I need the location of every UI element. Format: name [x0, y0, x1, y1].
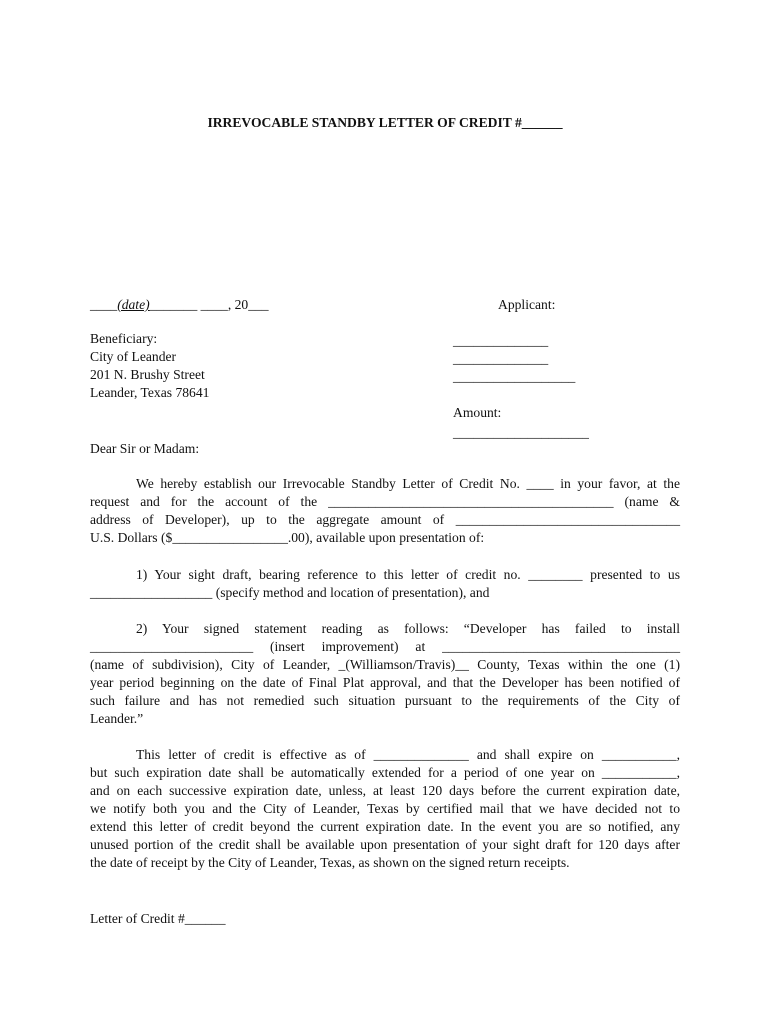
paragraph-line: U.S. Dollars ($_________________.00), available upon presentation of: [90, 530, 485, 545]
paragraph-line: address of Developer), up to the aggregate amount of _________________________________ [90, 512, 680, 527]
paragraph-sight-draft [90, 566, 680, 602]
beneficiary-line: 201 N. Brushy Street [90, 367, 205, 382]
paragraph-line: This letter of credit is effective as of ______________ and shall expire on ___________, [136, 747, 680, 762]
applicant-blank: __________________ [453, 369, 576, 384]
paragraph-line: Leander.” [90, 711, 144, 726]
paragraph-line: such failure and has not remedied such situation pursuant to the requirements of the City of [90, 693, 680, 708]
applicant-blank: ______________ [453, 333, 549, 348]
date-prefix: ____ [90, 297, 118, 312]
paragraph-line: request and for the account of the __________________________________________ (name & [90, 494, 680, 509]
paragraph-line: __________________ (specify method and location of presentation), and [90, 585, 490, 600]
amount-label: Amount: [453, 405, 502, 420]
paragraph-line: ________________________ (insert improvement) at ___________________________________ [90, 639, 680, 654]
beneficiary-line: City of Leander [90, 349, 177, 364]
beneficiary-line: Leander, Texas 78641 [90, 385, 210, 400]
document-title: IRREVOCABLE STANDBY LETTER OF CREDIT #______ [207, 115, 563, 130]
paragraph-line: extend this letter of credit beyond the current expiration date. In the event you are so notified, any [90, 819, 680, 834]
paragraph-line: but such expiration date shall be automatically extended for a period of one year on ___________, [90, 765, 680, 780]
applicant-label: Applicant: [498, 297, 556, 312]
amount-blank: ____________________ [453, 425, 589, 440]
date-line [90, 296, 269, 314]
paragraph-line: unused portion of the credit shall be available upon presentation of your sight draft for 120 days after [90, 837, 680, 852]
paragraph-line: 2) Your signed statement reading as follows: “Developer has failed to install [136, 621, 680, 636]
applicant-blanks [453, 332, 575, 386]
paragraph-establish [90, 475, 680, 547]
paragraph-line: and on each successive expiration date, unless, at least 120 days before the current expiration date, [90, 783, 680, 798]
beneficiary-label: Beneficiary: [90, 331, 158, 346]
paragraph-line: We hereby establish our Irrevocable Standby Letter of Credit No. ____ in your favor, at the [136, 476, 680, 491]
paragraph-signed-statement [90, 620, 680, 728]
paragraph-line: (name of subdivision), City of Leander, _(Williamson/Travis)__ County, Texas within the one (1) [90, 657, 680, 672]
applicant-blank: ______________ [453, 351, 549, 366]
paragraph-line: 1) Your sight draft, bearing reference to this letter of credit no. ________ presented to us [136, 567, 680, 582]
paragraph-line: year period beginning on the date of Final Plat approval, and that the Developer has been notified of [90, 675, 680, 690]
footer-letter-of-credit: Letter of Credit #______ [90, 911, 226, 926]
paragraph-effective [90, 746, 680, 872]
salutation: Dear Sir or Madam: [90, 441, 200, 456]
paragraph-line: the date of receipt by the City of Leander, Texas, as shown on the signed return receipts. [90, 855, 570, 870]
beneficiary-block [90, 330, 209, 402]
paragraph-line: we notify both you and the City of Leander, Texas by certified mail that we have decided not to [90, 801, 680, 816]
date-suffix: _______ ____, 20___ [149, 297, 269, 312]
date-label: (date) [117, 297, 150, 312]
